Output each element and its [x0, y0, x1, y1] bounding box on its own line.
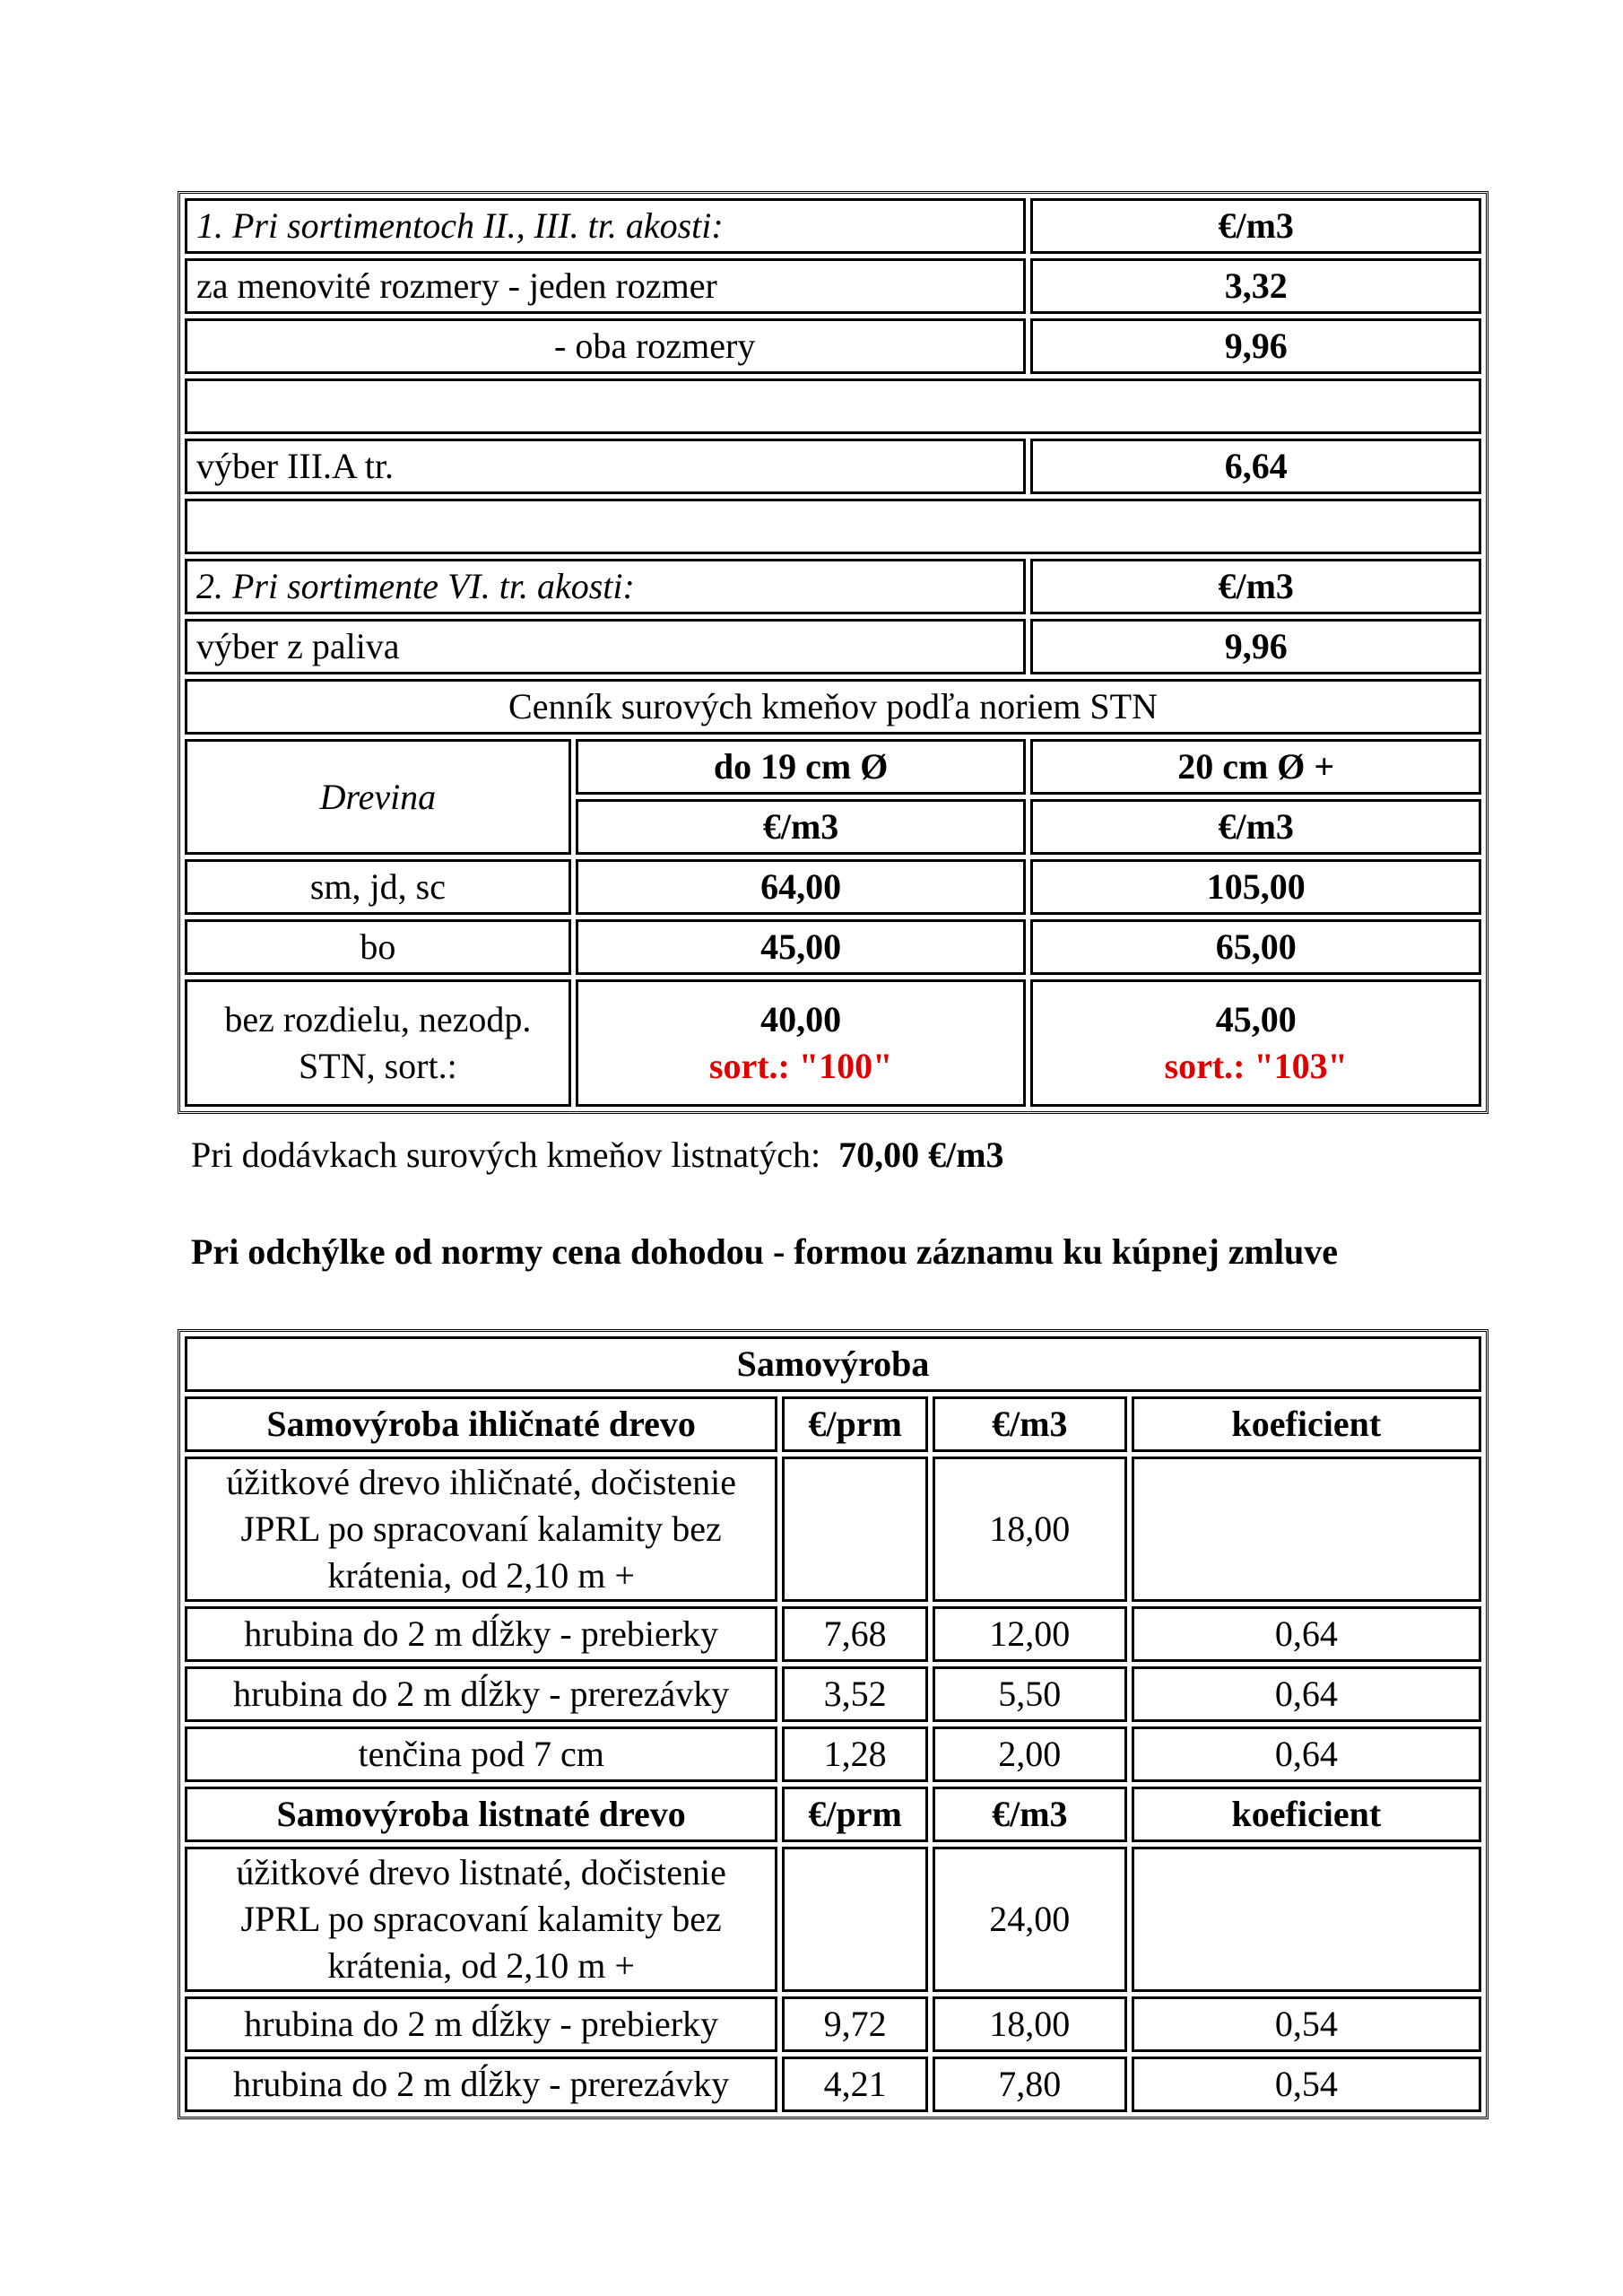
item-name: tenčina pod 7 cm — [185, 1726, 777, 1782]
coef-cell: 0,64 — [1132, 1666, 1481, 1722]
item-line: krátenia, od 2,10 m + — [327, 1555, 635, 1596]
m3-cell: 18,00 — [933, 1457, 1127, 1602]
coef-cell: 0,54 — [1132, 2057, 1481, 2112]
price-cell: 105,00 — [1030, 859, 1481, 915]
prm-cell — [782, 1457, 928, 1602]
item-line: úžitkové drevo listnaté, dočistenie — [236, 1852, 726, 1892]
column-header: €/m3 — [933, 1787, 1127, 1842]
row-label: za menovité rozmery - jeden rozmer — [185, 258, 1026, 314]
prm-cell: 7,68 — [782, 1606, 928, 1662]
section-label: 1. Pri sortimentoch II., III. tr. akosti: — [185, 198, 1026, 254]
column-header: €/prm — [782, 1396, 928, 1452]
table-row — [185, 859, 1481, 915]
unit-cell: €/m3 — [1030, 799, 1481, 855]
diameter-header: 20 cm Ø + — [1030, 739, 1481, 795]
item-name — [185, 1847, 777, 1992]
table-row — [185, 1457, 1481, 1602]
price-table-sortiments — [178, 191, 1488, 1114]
row-label: výber III.A tr. — [185, 439, 1026, 494]
table-row — [185, 1606, 1481, 1662]
table-row — [185, 1996, 1481, 2052]
price-cell — [576, 979, 1027, 1107]
m3-cell: 12,00 — [933, 1606, 1127, 1662]
coef-cell — [1132, 1457, 1481, 1602]
item-name: hrubina do 2 m dĺžky - prerezávky — [185, 2057, 777, 2112]
species-cell: sm, jd, sc — [185, 859, 571, 915]
table-row — [185, 198, 1481, 254]
table-row — [185, 739, 1481, 795]
unit-cell: €/m3 — [1030, 559, 1481, 614]
table-title: Samovýroba — [185, 1336, 1481, 1392]
price-list-title: Cenník surových kmeňov podľa noriem STN — [185, 679, 1481, 735]
empty-cell — [185, 378, 1481, 434]
table-row — [185, 1666, 1481, 1722]
table-row — [185, 439, 1481, 494]
row-label: výber z paliva — [185, 619, 1026, 674]
note-value: 70,00 €/m3 — [838, 1135, 1004, 1175]
species-cell: bo — [185, 919, 571, 975]
price-cell: 45,00 — [576, 919, 1027, 975]
hardwood-note — [191, 1132, 1004, 1178]
item-name: hrubina do 2 m dĺžky - prebierky — [185, 1606, 777, 1662]
self-harvest-table — [178, 1329, 1488, 2119]
item-name: hrubina do 2 m dĺžky - prerezávky — [185, 1666, 777, 1722]
column-header: koeficient — [1132, 1396, 1481, 1452]
empty-cell — [185, 499, 1481, 554]
prm-cell: 9,72 — [782, 1996, 928, 2052]
item-line: krátenia, od 2,10 m + — [327, 1945, 635, 1986]
table-row — [185, 679, 1481, 735]
column-header: €/prm — [782, 1787, 928, 1842]
item-line: JPRL po spracovaní kalamity bez — [240, 1899, 722, 1939]
column-header: €/m3 — [933, 1396, 1127, 1452]
spacer-row — [185, 499, 1481, 554]
price-value: 45,00 — [1215, 999, 1297, 1039]
price-cell: 65,00 — [1030, 919, 1481, 975]
m3-cell: 2,00 — [933, 1726, 1127, 1782]
coef-cell: 0,64 — [1132, 1726, 1481, 1782]
price-cell: 64,00 — [576, 859, 1027, 915]
sort-code: sort.: "100" — [708, 1046, 893, 1086]
item-line: úžitkové drevo ihličnaté, dočistenie — [226, 1462, 736, 1502]
row-label: - oba rozmery — [185, 318, 1026, 374]
m3-cell: 18,00 — [933, 1996, 1127, 2052]
column-header: koeficient — [1132, 1787, 1481, 1842]
unit-cell: €/m3 — [1030, 198, 1481, 254]
price-cell: 6,64 — [1030, 439, 1481, 494]
price-value: 40,00 — [760, 999, 842, 1039]
price-cell: 3,32 — [1030, 258, 1481, 314]
price-cell: 9,96 — [1030, 318, 1481, 374]
table-row — [185, 2057, 1481, 2112]
table-row — [185, 258, 1481, 314]
species-cell — [185, 979, 571, 1107]
table-header-row — [185, 1396, 1481, 1452]
note-text: Pri dodávkach surových kmeňov listnatých: — [191, 1135, 821, 1175]
coef-cell: 0,54 — [1132, 1996, 1481, 2052]
diameter-header: do 19 cm Ø — [576, 739, 1027, 795]
m3-cell: 7,80 — [933, 2057, 1127, 2112]
item-line: JPRL po spracovaní kalamity bez — [240, 1509, 722, 1549]
species-line: bez rozdielu, nezodp. — [224, 999, 532, 1039]
deviation-note: Pri odchýlke od normy cena dohodou - formou záznamu ku kúpnej zmluve — [191, 1231, 1338, 1272]
price-cell: 9,96 — [1030, 619, 1481, 674]
m3-cell: 24,00 — [933, 1847, 1127, 1992]
table-row — [185, 919, 1481, 975]
table-row — [185, 1726, 1481, 1782]
table-row — [185, 979, 1481, 1107]
table-row — [185, 619, 1481, 674]
spacer-row — [185, 378, 1481, 434]
table-row — [185, 318, 1481, 374]
column-header: Samovýroba listnaté drevo — [185, 1787, 777, 1842]
table-row — [185, 559, 1481, 614]
unit-cell: €/m3 — [576, 799, 1027, 855]
prm-cell — [782, 1847, 928, 1992]
m3-cell: 5,50 — [933, 1666, 1127, 1722]
section-label: 2. Pri sortimente VI. tr. akosti: — [185, 559, 1026, 614]
coef-cell: 0,64 — [1132, 1606, 1481, 1662]
price-cell — [1030, 979, 1481, 1107]
item-name: hrubina do 2 m dĺžky - prebierky — [185, 1996, 777, 2052]
species-line: STN, sort.: — [299, 1046, 457, 1086]
prm-cell: 3,52 — [782, 1666, 928, 1722]
column-header: Samovýroba ihličnaté drevo — [185, 1396, 777, 1452]
table-header-row — [185, 1787, 1481, 1842]
table-row — [185, 1336, 1481, 1392]
sort-code: sort.: "103" — [1164, 1046, 1348, 1086]
item-name — [185, 1457, 777, 1602]
table-row — [185, 1847, 1481, 1992]
coef-cell — [1132, 1847, 1481, 1992]
prm-cell: 4,21 — [782, 2057, 928, 2112]
prm-cell: 1,28 — [782, 1726, 928, 1782]
species-header: Drevina — [185, 739, 571, 855]
